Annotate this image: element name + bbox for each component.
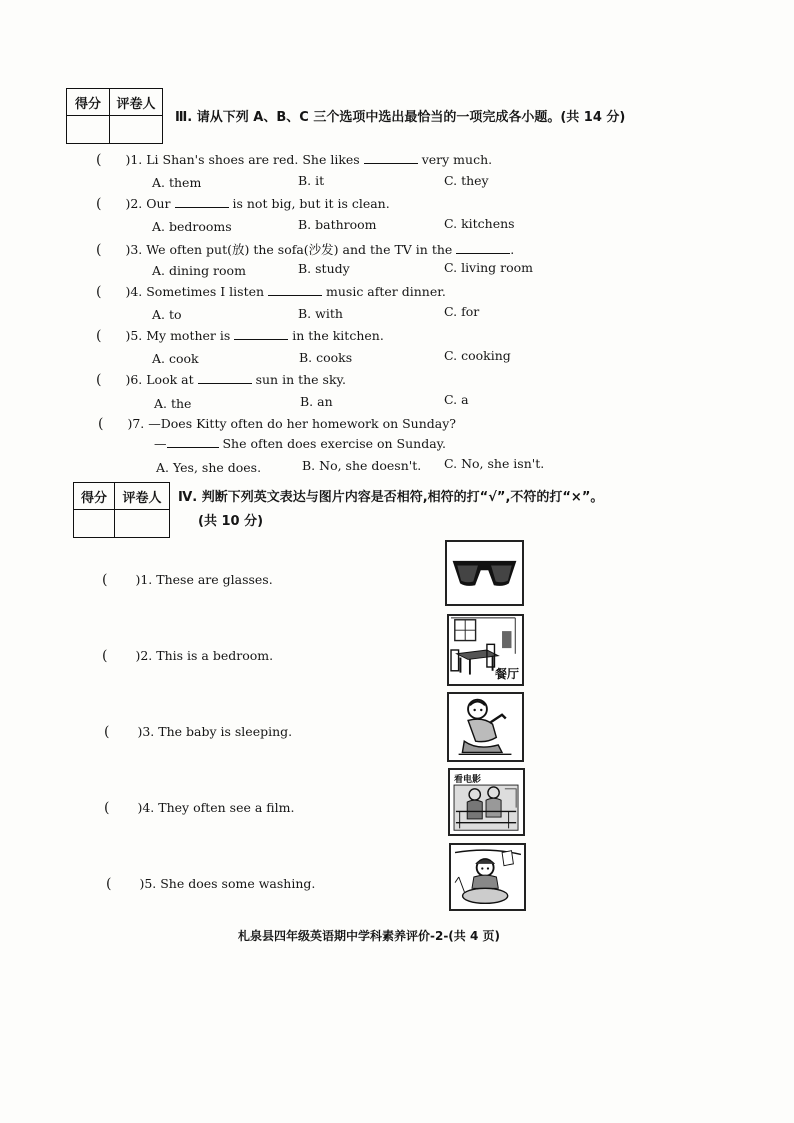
option-4c[interactable]: C. for (444, 304, 480, 319)
option-7a[interactable]: A. Yes, she does. (156, 460, 262, 475)
fill-blank-5[interactable] (234, 329, 288, 340)
question-4: ( )4. Sometimes I listen music after dinner. (96, 284, 446, 300)
option-7b[interactable]: B. No, she doesn't. (302, 458, 422, 473)
option-5c[interactable]: C. cooking (444, 348, 511, 363)
option-3b[interactable]: B. study (298, 261, 350, 276)
option-4b[interactable]: B. with (298, 306, 343, 321)
score-label: 得分 (74, 483, 115, 510)
judge-item-1: ( )1. These are glasses. (102, 572, 273, 588)
page-footer: 札泉县四年级英语期中学科素养评价-2-(共 4 页) (238, 929, 500, 943)
option-2c[interactable]: C. kitchens (444, 216, 515, 231)
option-6a[interactable]: A. the (154, 396, 192, 411)
option-5b[interactable]: B. cooks (299, 350, 353, 365)
score-box-section3 (66, 88, 163, 144)
dining-room-caption: 餐厅 (494, 667, 519, 681)
option-1c[interactable]: C. they (444, 173, 489, 188)
option-6c[interactable]: C. a (444, 392, 469, 407)
judge-item-5: ( )5. She does some washing. (106, 876, 316, 892)
fill-blank-2[interactable] (175, 197, 229, 208)
judge-item-2: ( )2. This is a bedroom. (102, 648, 274, 664)
fill-blank-6[interactable] (198, 373, 252, 384)
fill-blank-3[interactable] (456, 243, 510, 254)
washing-icon (449, 843, 526, 911)
fill-blank-4[interactable] (268, 285, 322, 296)
question-2: ( )2. Our is not big, but it is clean. (96, 196, 390, 212)
dining-room-icon (447, 614, 524, 686)
option-3c[interactable]: C. living room (444, 260, 534, 275)
section4-points: (共 10 分) (198, 514, 264, 529)
section3-title: Ⅲ. 请从下列 A、B、C 三个选项中选出最恰当的一项完成各小题。(共 14 分) (175, 110, 626, 125)
question-3: ( )3. We often put(放) the sofa(沙发) and the TV in the . (96, 242, 515, 258)
score-cell[interactable] (74, 510, 115, 538)
option-1a[interactable]: A. them (152, 175, 202, 190)
judge-item-4: ( )4. They often see a film. (104, 800, 295, 816)
question-5: ( )5. My mother is in the kitchen. (96, 328, 384, 344)
grader-cell[interactable] (110, 116, 163, 144)
grader-cell[interactable] (115, 510, 170, 538)
grader-label: 评卷人 (110, 89, 163, 116)
score-label: 得分 (67, 89, 110, 116)
fill-blank-1[interactable] (364, 153, 418, 164)
section4-title: Ⅳ. 判断下列英文表达与图片内容是否相符,相符的打“√”,不符的打“×”。 (178, 490, 604, 505)
option-4a[interactable]: A. to (152, 307, 182, 322)
cinema-caption: 看电影 (454, 775, 482, 785)
grader-label: 评卷人 (115, 483, 170, 510)
judge-item-3: ( )3. The baby is sleeping. (104, 724, 293, 740)
question-7: ( )7. —Does Kitty often do her homework on Sunday? (98, 416, 456, 432)
score-cell[interactable] (67, 116, 110, 144)
option-3a[interactable]: A. dining room (152, 263, 246, 278)
score-box-section4 (73, 482, 170, 538)
option-2a[interactable]: A. bedrooms (152, 219, 232, 234)
option-7c[interactable]: C. No, she isn't. (444, 456, 545, 471)
question-1: ( )1. Li Shan's shoes are red. She likes very much. (96, 152, 493, 168)
glasses-icon (445, 540, 524, 606)
question-7-line2: — She often does exercise on Sunday. (154, 436, 447, 451)
option-5a[interactable]: A. cook (152, 351, 199, 366)
option-1b[interactable]: B. it (298, 173, 325, 188)
option-6b[interactable]: B. an (300, 394, 333, 409)
cinema-icon (448, 768, 525, 836)
fill-blank-7[interactable] (167, 437, 219, 448)
option-2b[interactable]: B. bathroom (298, 217, 377, 232)
baby-icon (447, 692, 524, 762)
question-6: ( )6. Look at sun in the sky. (96, 372, 346, 388)
